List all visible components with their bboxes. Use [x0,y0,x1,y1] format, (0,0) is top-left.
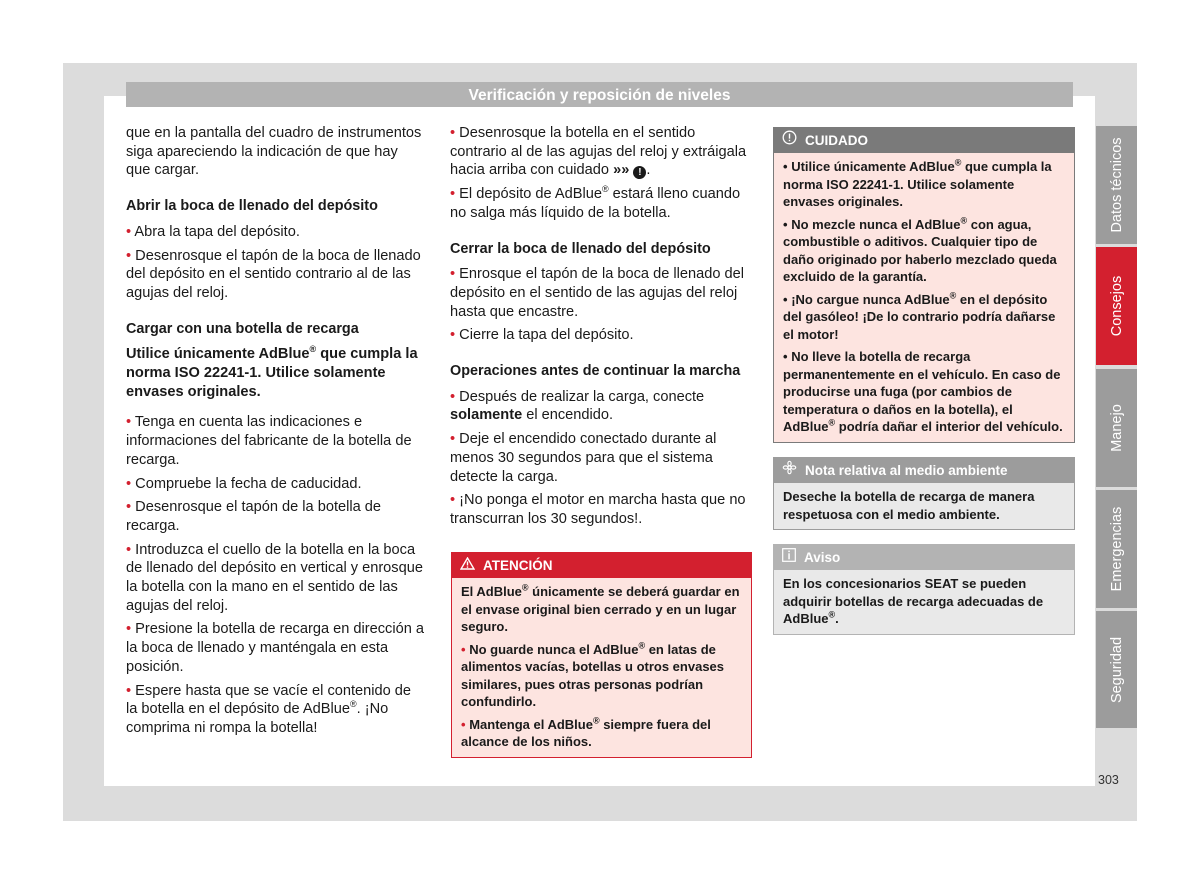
bullet-icon: • [783,216,788,232]
list-item: • ¡No ponga el motor en marcha hasta que no transcurran los 30 segundos!. [450,492,746,527]
bullet-icon: • [126,223,132,240]
bullet-icon: • [450,125,456,141]
bullet-icon: • [126,541,132,558]
list-item: • Presione la botella de recarga en dirección a la boca de llenado y manténgala en esta posición. [126,621,424,675]
heading-before-driving: Operaciones antes de continuar la marcha [450,363,741,380]
heading-open-filler: Abrir la boca de llenado del depósito [126,198,378,215]
environment-note-box [773,457,1075,530]
bullet-icon: • [450,492,456,509]
tab-emergencias[interactable]: Emergencias [1096,490,1137,608]
attention-item: • Mantenga el AdBlue® siempre fuera del alcance de los niños. [461,715,711,749]
bullet-icon: • [783,349,788,364]
caution-item: • ¡No cargue nunca AdBlue® en el depósito del gasóleo! ¡De lo contrario podría dañarse el motor! [783,290,1056,342]
list-item: • Cierre la tapa del depósito. [450,327,634,344]
list-item: • Después de realizar la carga, conecte solamente el encendido. [450,388,705,424]
caution-header: CUIDADO [774,128,1074,153]
attention-item: • No guarde nunca el AdBlue® en latas de alimentos vacías, botellas u otros envases similares, pues otras personas podrían confundirlo. [461,640,725,709]
list-item: • Abra la tapa del depósito. [126,223,300,240]
bullet-icon: • [461,716,466,732]
bullet-icon: • [126,475,132,492]
bullet-icon: • [461,641,466,657]
attention-header: ATENCIÓN [452,553,751,578]
list-item: • Espere hasta que se vacíe el contenido de la botella en el depósito de AdBlue®. ¡No comprima ni rompa la botella! [126,682,412,736]
tab-consejos[interactable]: Consejos [1096,247,1137,365]
list-item: • Compruebe la fecha de caducidad. [126,475,362,492]
caution-item: • No mezcle nunca el AdBlue® con agua, combustible o aditivos. Cualquier tipo de daño originado por haberlo mezclado queda excluido de la garantía. [783,215,1057,284]
bullet-icon: • [783,159,788,174]
warning-circle-icon: ! [633,166,646,179]
caution-item: • No lleve la botella de recarga permanentemente en el vehículo. En caso de producirse una fuga (por cambios de temperatura o daños en la botella), el AdBlue® podría dañar el interior del vehículo. [783,349,1063,434]
bullet-icon: • [450,266,456,283]
environment-header: Nota relativa al medio ambiente [774,458,1074,483]
tab-datos-tecnicos[interactable]: Datos técnicos [1096,126,1137,244]
list-item: • Desenrosque la botella en el sentido contrario al de las agujas del reloj y extráigala hacia arriba con cuidado »» ! . [450,125,747,179]
bullet-icon: • [450,431,456,448]
caution-item: • Utilice únicamente AdBlue® que cumpla la norma ISO 22241-1. Utilice solamente envases originales. [783,157,1052,209]
heading-refill-bottle: Cargar con una botella de recarga [126,320,359,337]
page-number: 303 [1098,773,1119,787]
tab-seguridad[interactable]: Seguridad [1096,611,1137,728]
bullet-icon: • [450,388,456,405]
list-item: • Enrosque el tapón de la boca de llenado del depósito en el sentido de las agujas del reloj hasta que encastre. [450,266,744,320]
list-item: • Desenrosque el tapón de la boca de llenado del depósito en el sentido contrario al de las agujas del reloj. [126,247,421,301]
caution-box [773,127,1075,443]
bullet-icon: • [126,414,132,431]
paragraph-continuation: que en la pantalla del cuadro de instrumentos siga apareciendo la indicación de que hay que cargar. [126,125,422,179]
bullet-icon: • [126,499,132,516]
continue-arrows-icon: »» [613,162,630,179]
attention-box [451,552,752,758]
info-icon [782,545,796,571]
page-title: Verificación y reposición de niveles [126,82,1073,107]
heading-close-filler: Cerrar la boca de llenado del depósito [450,240,711,257]
list-item: • Deje el encendido conectado durante al menos 30 segundos para que el sistema detecte la carga. [450,431,717,485]
list-item: • Introduzca el cuello de la botella en la boca de llenado del depósito en vertical y enrosque la botella con la mano en el sentido de las agujas del reloj. [126,541,423,614]
bullet-icon: • [783,291,788,307]
notice-text: En los concesionarios SEAT se pueden adquirir botellas de recarga adecuadas de AdBlue®. [783,576,1044,626]
bullet-icon: • [450,327,456,344]
list-item: • Desenrosque el tapón de la botella de recarga. [126,499,382,534]
warning-triangle-icon [460,553,475,579]
environment-text: Deseche la botella de recarga de manera respetuosa con el medio ambiente. [783,489,1035,522]
notice-header: Aviso [774,545,1074,570]
bullet-icon: • [450,186,456,203]
bullet-icon: • [126,621,132,638]
list-item: • Tenga en cuenta las indicaciones e informaciones del fabricante de la botella de recarga. [126,414,412,468]
bullet-icon: • [126,247,132,264]
notice-box [773,544,1075,635]
exclamation-circle-icon [782,128,797,154]
column-left [126,124,426,743]
tab-manejo[interactable]: Manejo [1096,369,1137,487]
flower-icon [782,458,797,484]
list-item: • El depósito de AdBlue® estará lleno cuando no salga más líquido de la botella. [450,184,741,221]
warning-text: Utilice únicamente AdBlue® que cumpla la norma ISO 22241-1. Utilice solamente envases originales. [126,344,418,400]
bullet-icon: • [126,682,132,699]
column-middle [450,124,750,534]
attention-item: El AdBlue® únicamente se deberá guardar en el envase original bien cerrado y en un lugar seguro. [461,582,740,634]
